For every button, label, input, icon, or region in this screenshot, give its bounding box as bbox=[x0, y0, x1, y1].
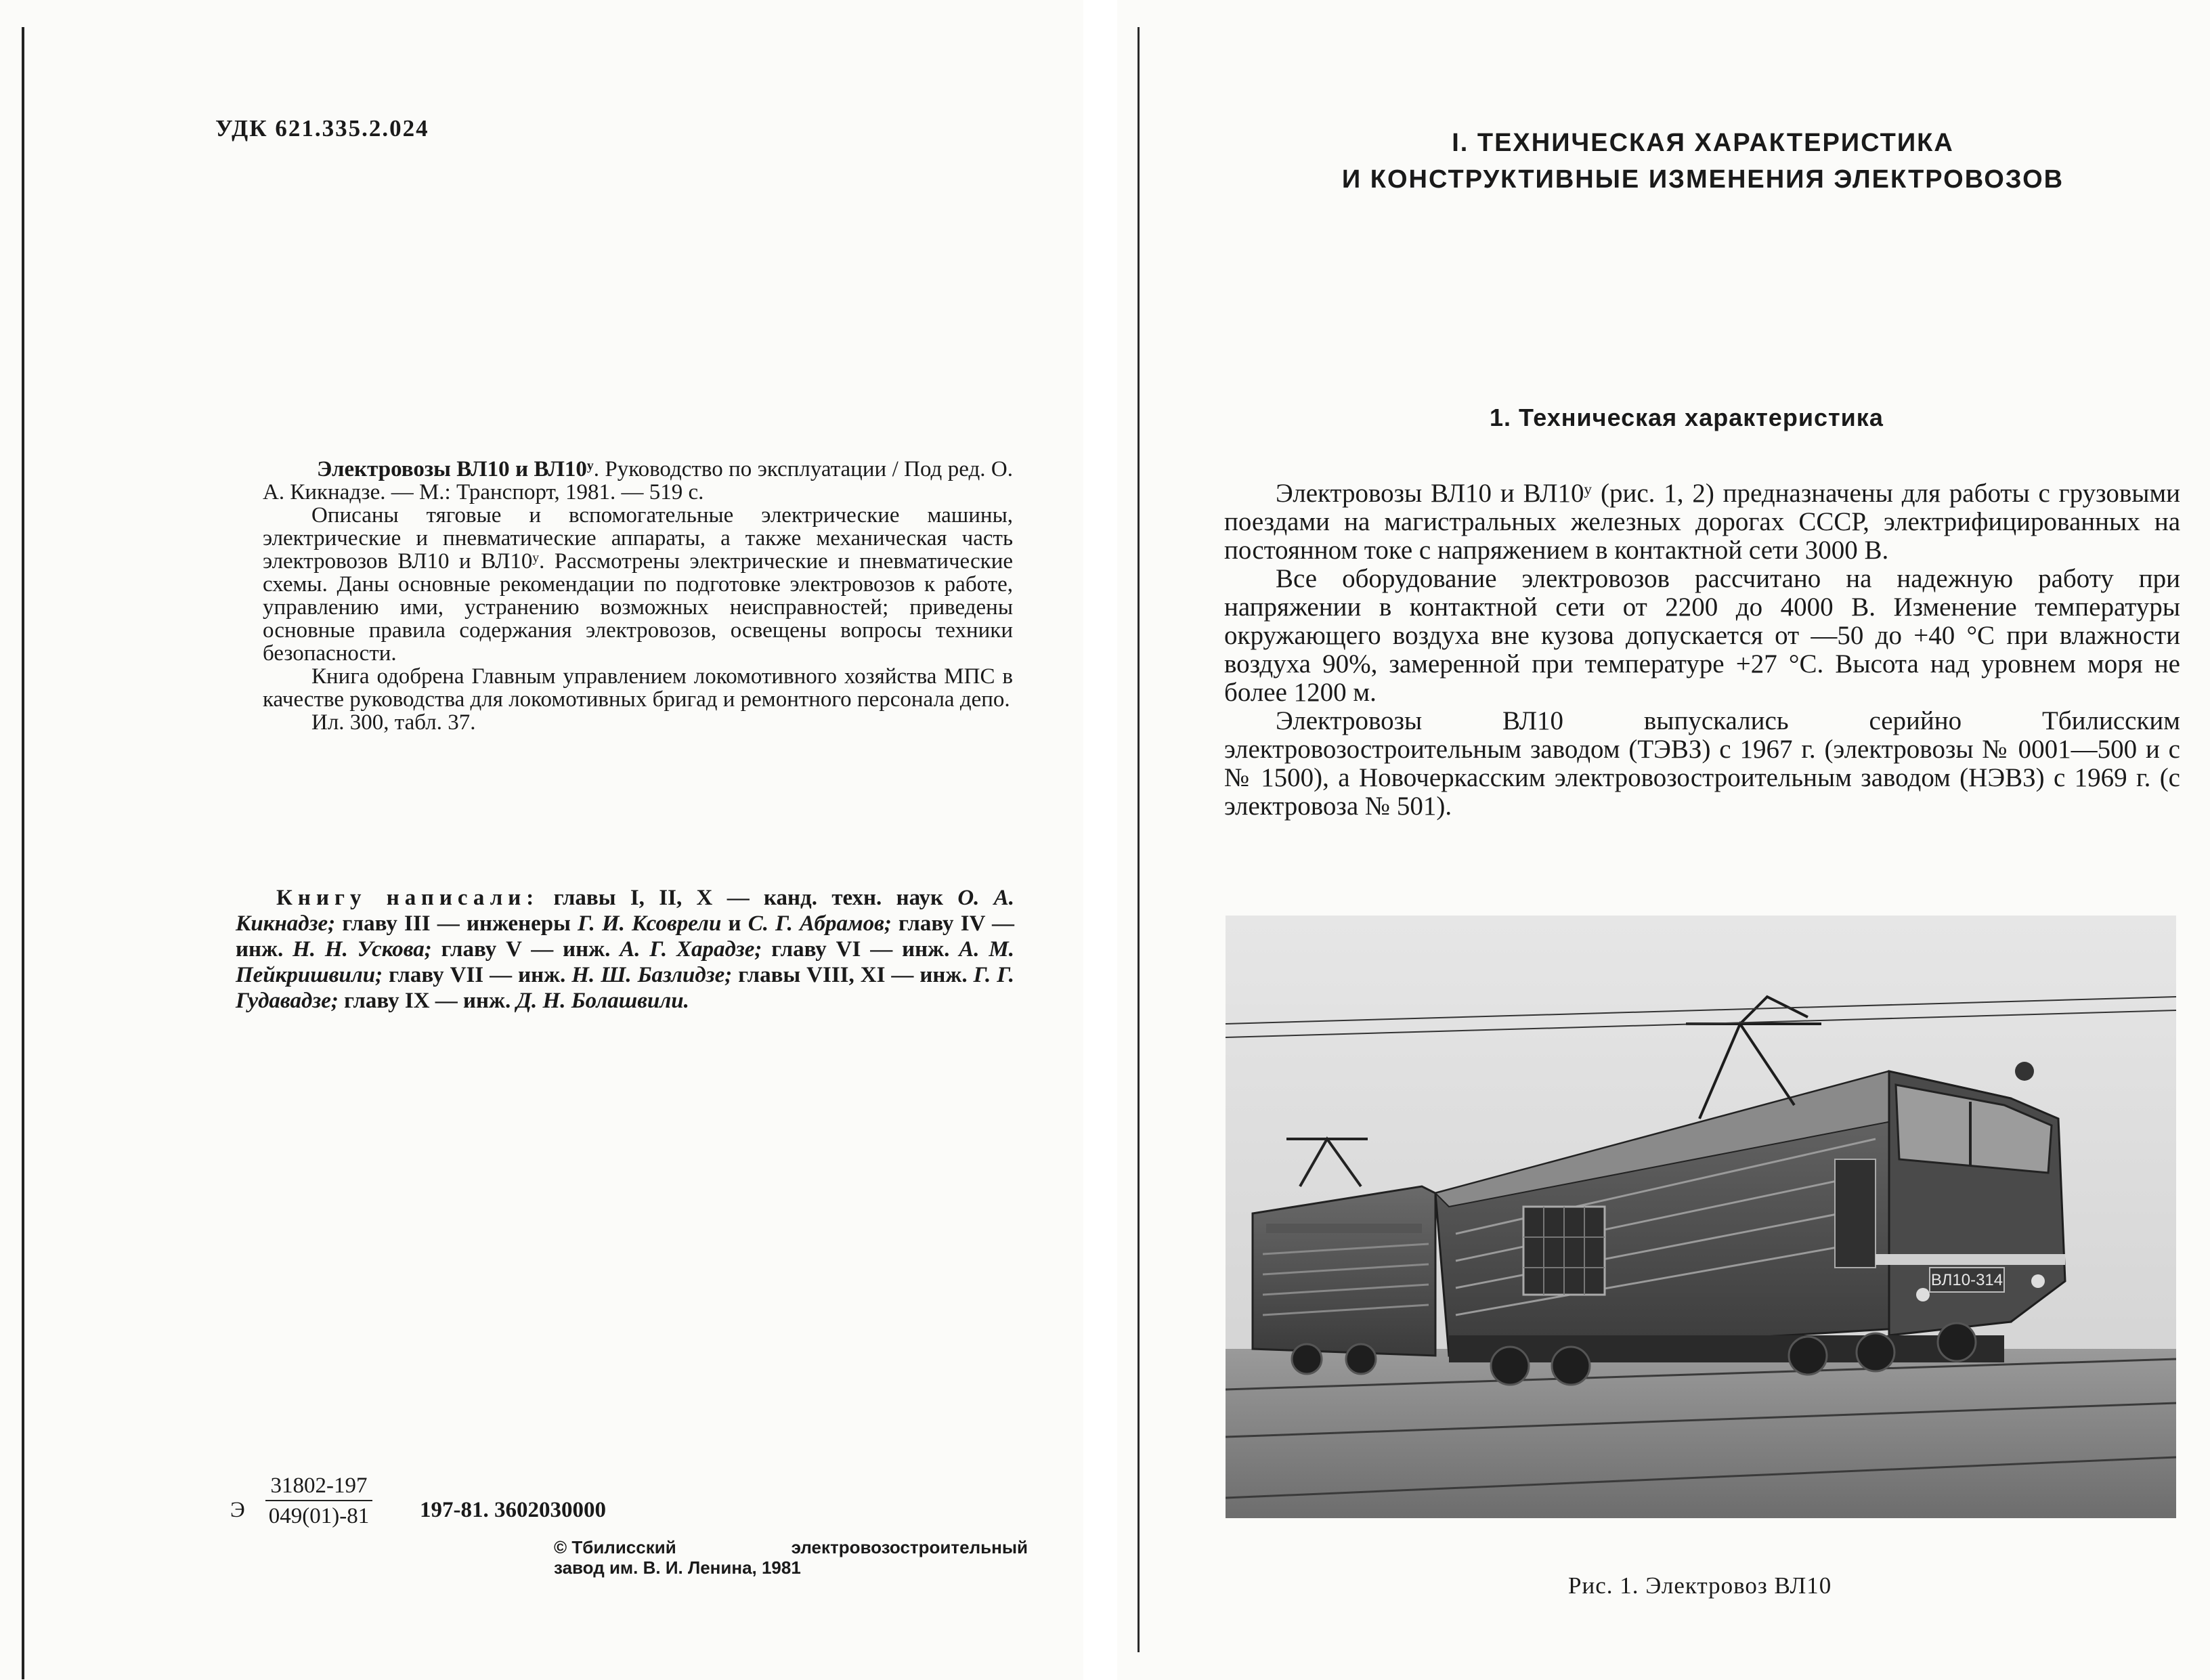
paragraph: Электровозы ВЛ10 и ВЛ10ʸ (рис. 1, 2) предназначены для работы с грузовыми поездами на магистральных железных дорогах СССР, электрифицированных на постоянном токе с напряжением в контактной сети 3000 В. bbox=[1224, 479, 2180, 565]
paragraph: Все оборудование электровозов рассчитано на надежную работу при напряжении в контактной сети от 2200 до 4000 В. Изменение температуры окружающего воздуха вне кузова допускается от —50 до +40 °С при влажности воздуха 90%, замеренной при температуре +27 °С. Высота над уровнем моря не более 1200 м. bbox=[1224, 564, 2180, 707]
authors-text: главу IV — инж. bbox=[236, 911, 1014, 962]
bibliographic-info: . Руководство по эксплуатации / Под ред. О. А. Кикнадзе. — М.: Транспорт, 1981. — 519 с. bbox=[263, 457, 1013, 504]
authors-block bbox=[236, 885, 1014, 1014]
section-title: 1. Техническая характеристика bbox=[1490, 404, 1884, 431]
authors-text: главы VIII, XI — инж. bbox=[732, 963, 974, 987]
copyright-line2: завод им. В. И. Ленина, 1981 bbox=[554, 1557, 801, 1578]
author-name: С. Г. Абрамов; bbox=[748, 911, 892, 936]
chapter-title-line1: I. ТЕХНИЧЕСКАЯ ХАРАКТЕРИСТИКА bbox=[1452, 129, 1954, 157]
paragraph: Электровозы ВЛ10 выпускались серийно Тбилисским электровозостроительным заводом (ТЭВЗ) с 1967 г. (электровозы № 0001—500 и с № 1500), а Новочеркасским электровозостроительным заводом (НЭВЗ) с 1969 г. (с электровоза № 501). bbox=[1224, 706, 2180, 821]
author-name: О. А. Кикнадзе; bbox=[236, 886, 1015, 936]
locomotive-illustration bbox=[1226, 916, 2176, 1518]
authors-text: главу V — инж. bbox=[431, 937, 620, 962]
authors-text: главы I, II, X — канд. техн. наук bbox=[539, 886, 958, 910]
annotation bbox=[263, 458, 1013, 734]
authors-text: и bbox=[721, 911, 748, 936]
author-name: А. М. Пейкришвили; bbox=[236, 937, 1014, 987]
chapter-title bbox=[1327, 125, 2079, 198]
author-name: Д. Н. Болашвили. bbox=[516, 989, 689, 1013]
udk-code: УДК 621.335.2.024 bbox=[215, 115, 429, 142]
annotation-approval: Книга одобрена Главным управлением локомотивного хозяйства МПС в качестве руководства для локомотивных бригад и ремонтного персонала депо. bbox=[263, 664, 1013, 712]
locomotive-photo bbox=[1226, 916, 2176, 1518]
author-name: Н. Ш. Базлидзе; bbox=[571, 963, 733, 987]
author-name: Г. И. Ксоврели bbox=[578, 911, 722, 936]
cab-number: ВЛ10-314 bbox=[1930, 1271, 2003, 1289]
copyright bbox=[554, 1537, 1028, 1578]
annotation-description: Описаны тяговые и вспомогательные электрические машины, электрические и пневматические аппараты, а также механическая часть электровозов ВЛ10 и ВЛ10ʸ. Рассмотрены электрические и пневматические схемы. Даны основные рекомендации по подготовке электровозов к работе, управлению ими, устранению возможных неисправностей; приведены основные правила содержания электровозов, освещены вопросы техники безопасности. bbox=[263, 503, 1013, 666]
chapter-title-line2: И КОНСТРУКТИВНЫЕ ИЗМЕНЕНИЯ ЭЛЕКТРОВОЗОВ bbox=[1341, 165, 2064, 194]
annotation-illustrations: Ил. 300, табл. 37. bbox=[311, 710, 476, 735]
author-name: Н. Н. Ускова; bbox=[292, 937, 432, 962]
copyright-right: электровозостроительный bbox=[791, 1537, 1028, 1557]
code-denominator: 049(01)-81 bbox=[268, 1504, 370, 1528]
code-numerator: 31802-197 bbox=[265, 1473, 372, 1501]
book-title: Электровозы ВЛ10 и ВЛ10ʸ bbox=[317, 457, 594, 481]
authors-text: главу VI — инж. bbox=[762, 937, 959, 962]
authors-text: главу IX — инж. bbox=[338, 989, 517, 1013]
body-text bbox=[1224, 479, 2180, 821]
code-fraction bbox=[265, 1473, 372, 1529]
authors-text: главу VII — инж. bbox=[383, 963, 572, 987]
code-prefix: Э bbox=[230, 1498, 245, 1522]
gutter-line bbox=[1138, 27, 1140, 1652]
author-name: А. Г. Харадзе; bbox=[620, 937, 762, 962]
authors-text: главу III — инженеры bbox=[335, 911, 578, 936]
code-tail: 197-81. 3602030000 bbox=[420, 1498, 606, 1522]
authors-lead: Книгу написали: bbox=[276, 886, 540, 910]
left-page bbox=[0, 0, 1083, 1680]
figure-caption: Рис. 1. Электровоз ВЛ10 bbox=[1568, 1572, 1832, 1599]
author-name: Г. Г. Гудавадзе; bbox=[236, 963, 1014, 1013]
copyright-left: © Тбилисский bbox=[554, 1537, 676, 1557]
left-edge-line bbox=[22, 27, 24, 1679]
